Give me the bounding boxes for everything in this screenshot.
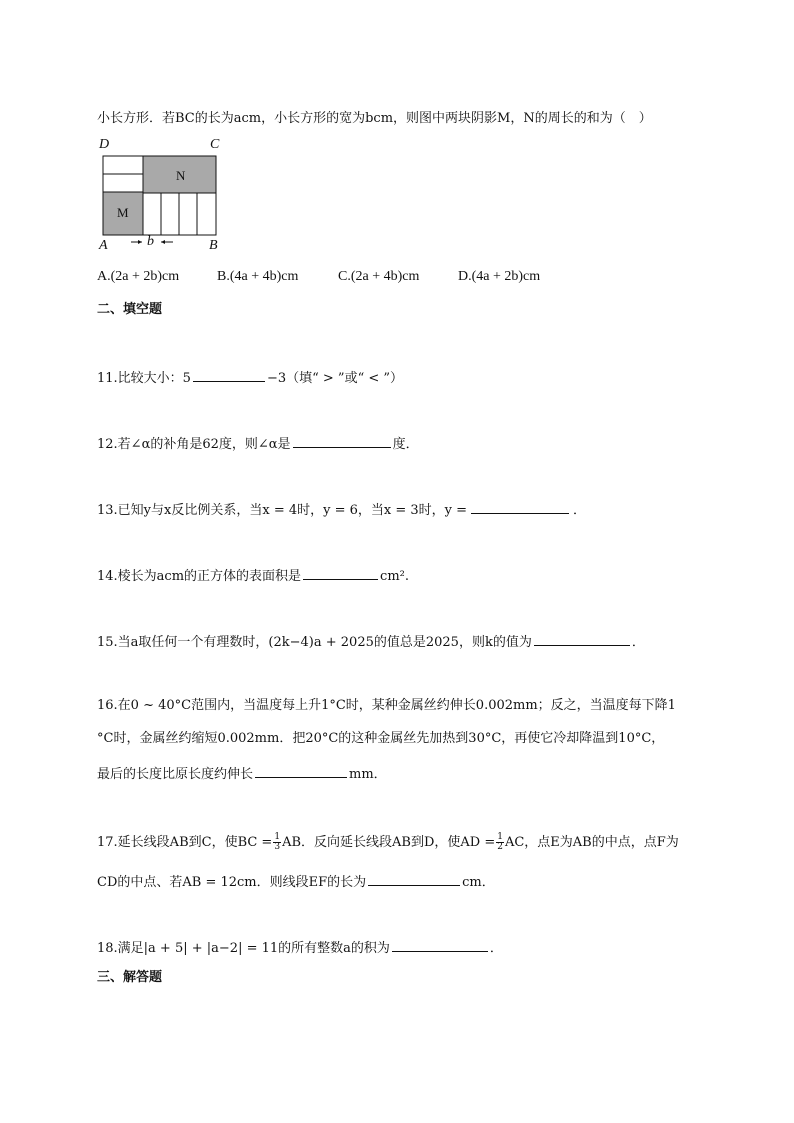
option-d[interactable]: D.(4a + 2b)cm bbox=[458, 269, 541, 284]
question-16-line-2: °C时，金属丝约缩短0.002mm．把20°C的这种金属丝先加热到30°C，再使它冷却降温到10°C， bbox=[97, 731, 665, 746]
question-18 bbox=[97, 937, 503, 958]
section-fill-in-title: 二、填空题 bbox=[97, 302, 163, 317]
q10-text: 小长方形．若BC的长为acm，小长方形的宽为bcm，则图中两块阴影M，N的周长的和为（ ） bbox=[97, 111, 652, 126]
label-b: B bbox=[209, 238, 218, 253]
q18-post: ． bbox=[489, 941, 503, 956]
q11-post: −3（填“ > ”或“ < ”） bbox=[266, 371, 404, 386]
fraction-1-denominator: 3 bbox=[274, 842, 281, 852]
q11-answer-blank[interactable] bbox=[193, 367, 265, 382]
question-17-line-1 bbox=[97, 832, 679, 854]
q11-pre: 11.比较大小：5 bbox=[97, 371, 191, 386]
fraction-2-numerator: 1 bbox=[497, 832, 503, 842]
q18-pre: 18.满足|a + 5| + |a−2| = 11的所有整数a的积为 bbox=[97, 941, 390, 956]
q16-pre: 最后的长度比原长度约伸长 bbox=[97, 767, 254, 782]
q14-answer-blank[interactable] bbox=[303, 565, 378, 580]
q12-answer-blank[interactable] bbox=[293, 433, 391, 448]
q14-post: cm². bbox=[380, 569, 409, 584]
q17-pre: CD的中点、若AB = 12cm．则线段EF的长为 bbox=[97, 875, 367, 890]
q17-part-a: 17.延长线段AB到C，使BC = bbox=[97, 835, 273, 850]
option-b[interactable]: B.(4a + 4b)cm bbox=[217, 269, 299, 284]
label-d: D bbox=[99, 137, 110, 152]
fraction-one-half bbox=[496, 833, 504, 852]
q14-pre: 14.棱长为acm的正方体的表面积是 bbox=[97, 569, 302, 584]
fraction-2-denominator: 2 bbox=[497, 842, 503, 852]
section-answer-title: 三、解答题 bbox=[97, 970, 163, 985]
q15-pre: 15.当a取任何一个有理数时，(2k−4)a + 2025的值总是2025，则k的值为 bbox=[97, 635, 532, 650]
q17-post: cm． bbox=[462, 875, 495, 890]
q12-pre: 12.若∠α的补角是62度，则∠α是 bbox=[97, 437, 291, 452]
label-m: M bbox=[117, 205, 129, 220]
fraction-1-numerator: 1 bbox=[274, 832, 281, 842]
question-11 bbox=[97, 367, 403, 388]
q16-answer-blank[interactable] bbox=[255, 763, 347, 778]
label-c: C bbox=[210, 137, 220, 152]
q12-post: 度． bbox=[392, 437, 419, 452]
question-16-line-3 bbox=[97, 763, 387, 784]
question-14 bbox=[97, 565, 409, 586]
q13-text: 13.已知y与x反比例关系，当x = 4时，y = 6，当x = 3时，y = bbox=[97, 503, 468, 518]
q16-post: mm． bbox=[349, 767, 387, 782]
option-a[interactable]: A.(2a + 2b)cm bbox=[97, 269, 180, 284]
label-n: N bbox=[176, 168, 186, 183]
q13-answer-blank[interactable] bbox=[471, 499, 569, 514]
q17-part-b: AB．反向延长线段AB到D，使AD = bbox=[282, 835, 496, 850]
fraction-one-third bbox=[273, 833, 281, 852]
question-12 bbox=[97, 433, 419, 454]
q15-answer-blank[interactable] bbox=[534, 631, 630, 646]
q18-answer-blank[interactable] bbox=[392, 937, 488, 952]
label-a: A bbox=[99, 238, 108, 253]
question-17-line-2 bbox=[97, 871, 495, 892]
q17-part-c: AC，点E为AB的中点，点F为 bbox=[504, 835, 679, 850]
question-15 bbox=[97, 631, 645, 652]
question-13 bbox=[97, 499, 586, 520]
q17-answer-blank[interactable] bbox=[368, 871, 460, 886]
q13-post: ． bbox=[573, 503, 587, 518]
option-c[interactable]: C.(2a + 4b)cm bbox=[338, 269, 420, 284]
label-b-dim: b bbox=[147, 234, 154, 249]
q15-post: ． bbox=[631, 635, 645, 650]
question-16-line-1: 16.在0 ~ 40°C范围内，当温度每上升1°C时，某种金属丝约伸长0.002mm；反之，当温度每下降1 bbox=[97, 698, 676, 713]
